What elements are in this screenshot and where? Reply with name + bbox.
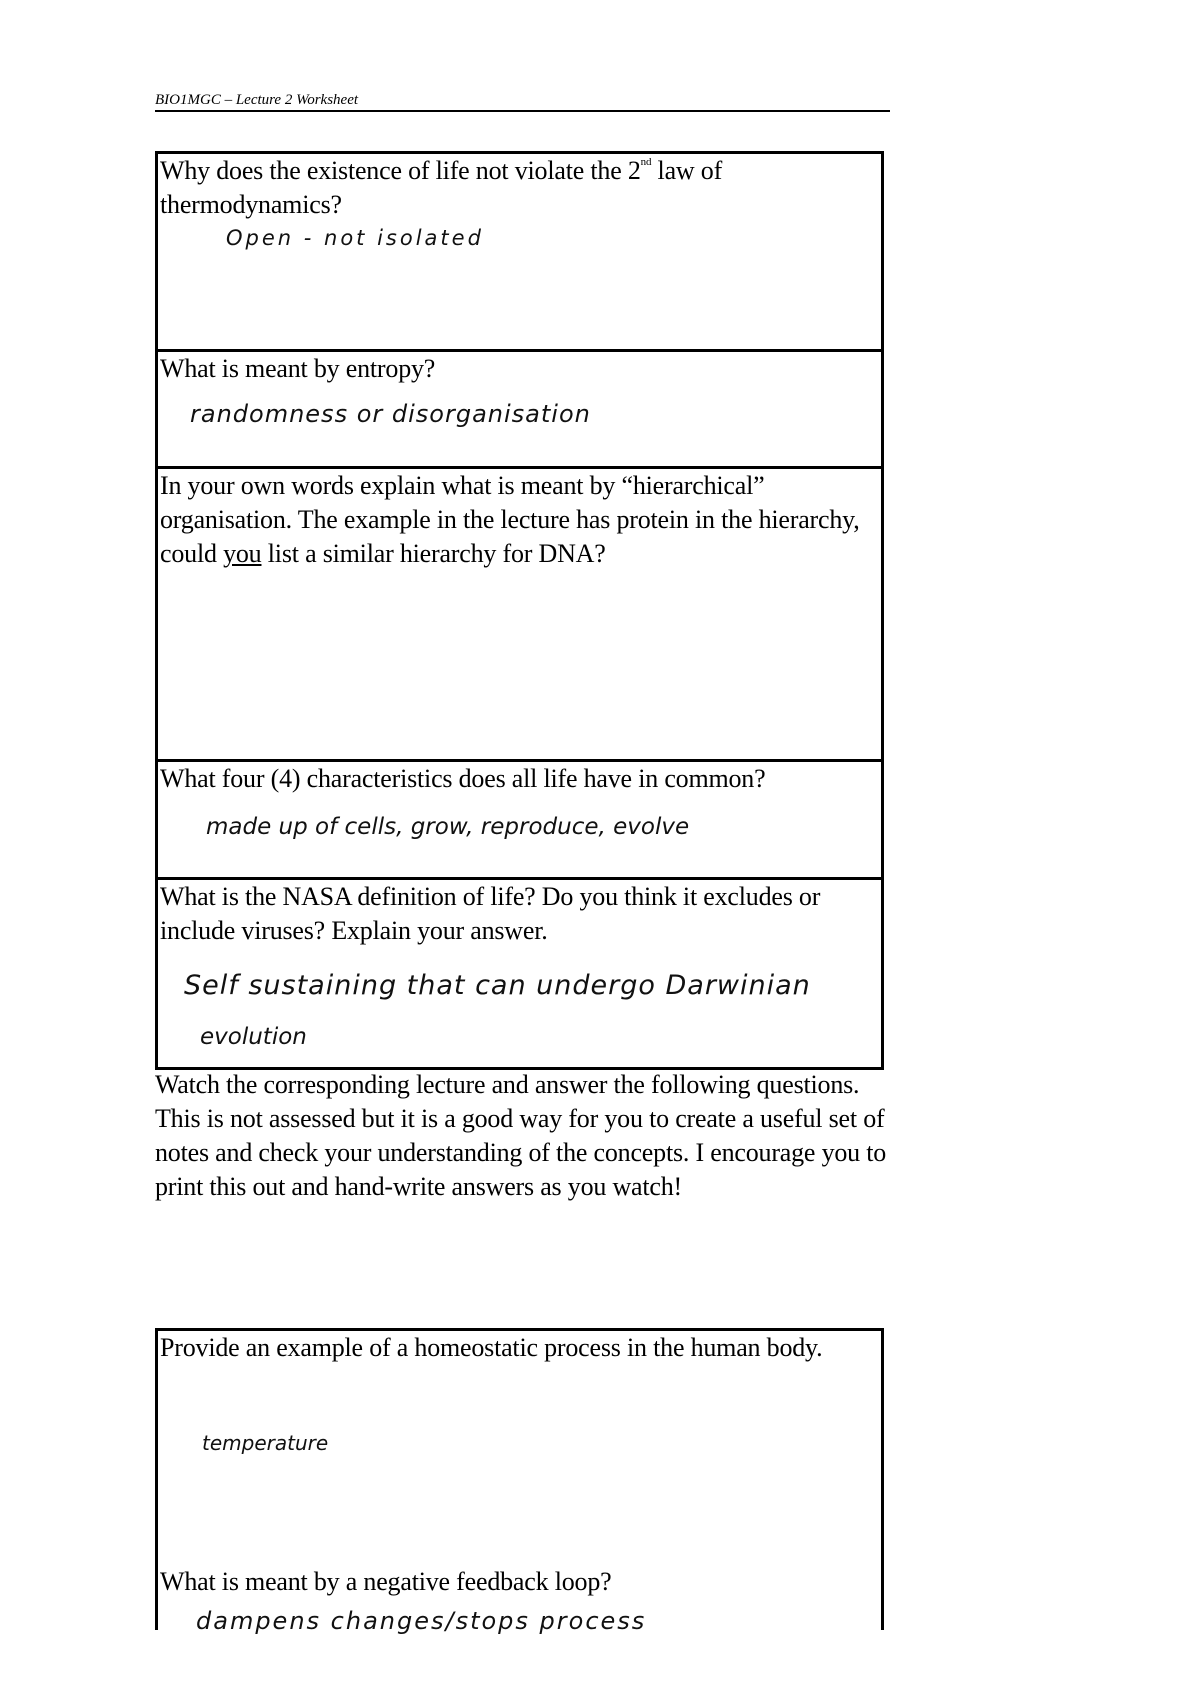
page-header (155, 92, 890, 112)
question-box-nasa-definition (155, 877, 884, 1070)
question-box-hierarchy (155, 466, 884, 762)
question-box-entropy (155, 349, 884, 469)
question-text: What is meant by entropy? (160, 354, 436, 383)
header-title: BIO1MGC – Lecture 2 Worksheet (155, 92, 359, 108)
question-box-thermodynamics (155, 151, 884, 352)
question-box-characteristics (155, 759, 884, 880)
question-text: In your own words explain what is meant by “hierarchical” organisation. The example in the lecture has protein in the hierarchy, could you list a similar hierarchy for DNA? (160, 471, 860, 568)
handwritten-answer: made up of cells, grow, reproduce, evolve (206, 814, 690, 840)
handwritten-answer: temperature (202, 1431, 329, 1455)
handwritten-answer: dampens changes/stops process (196, 1607, 647, 1635)
question-text: Provide an example of a homeostatic process in the human body. (160, 1333, 823, 1362)
question-text: What four (4) characteristics does all life have in common? (160, 764, 766, 793)
handwritten-answer: Open - not isolated (226, 226, 484, 250)
handwritten-answer-line-1: Self sustaining that can undergo Darwinian (184, 970, 811, 1001)
question-text: Why does the existence of life not violate the 2nd law of thermodynamics? (160, 156, 723, 219)
question-text: What is the NASA definition of life? Do you think it excludes or include viruses? Explain your answer. (160, 882, 821, 945)
handwritten-answer: randomness or disorganisation (190, 400, 591, 428)
question-text: What is meant by a negative feedback loop? (160, 1567, 612, 1596)
handwritten-answer-line-2: evolution (200, 1024, 307, 1050)
question-box-homeostasis (155, 1328, 884, 1635)
instructions-paragraph: Watch the corresponding lecture and answer the following questions. This is not assessed but it is a good way for you to create a useful set of notes and check your understanding of the concepts. I encourage you to print this out and hand-write answers as you watch! (155, 1070, 887, 1201)
